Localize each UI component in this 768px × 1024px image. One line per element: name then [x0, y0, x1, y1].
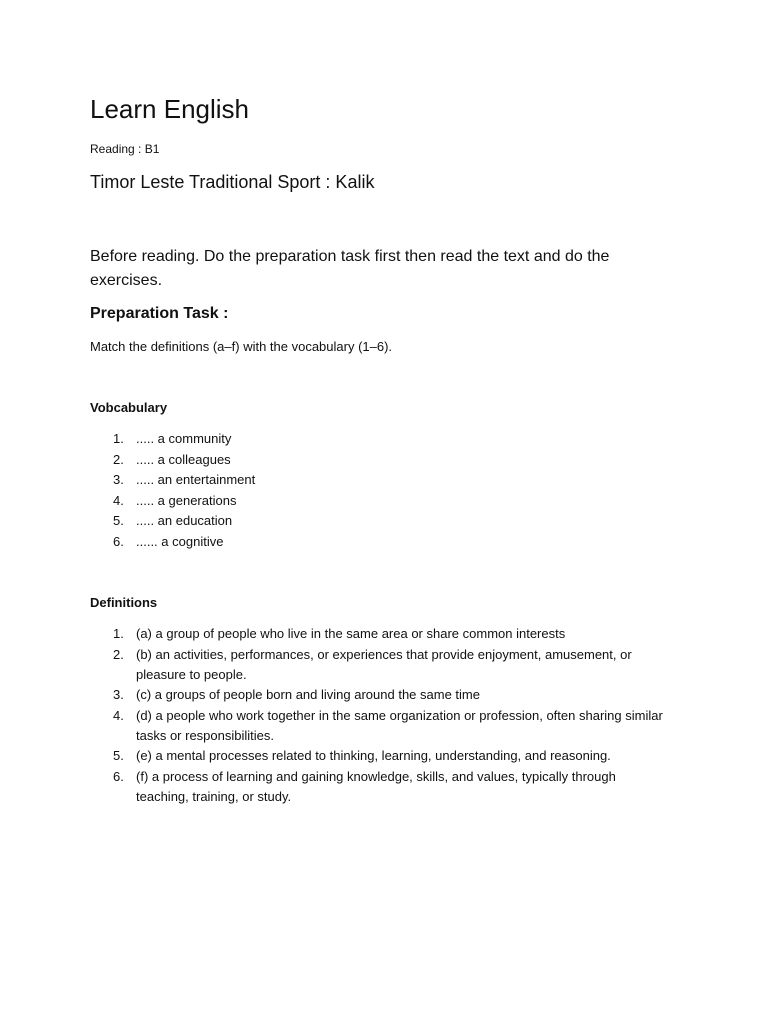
definitions-list	[90, 624, 670, 807]
definition-text: (b) an activities, performances, or experiences that provide enjoyment, amusement, or pleasure to people.	[136, 646, 632, 682]
definition-item	[90, 685, 670, 705]
definition-item	[90, 645, 670, 685]
lesson-subtitle: Timor Leste Traditional Sport : Kalik	[90, 172, 375, 192]
reading-level: Reading : B1	[90, 142, 160, 156]
intro-paragraph: Before reading. Do the preparation task first then read the text and do the exercises.	[90, 248, 610, 289]
list-number: 4.	[113, 707, 124, 723]
page-title: Learn English	[90, 94, 249, 124]
vocabulary-item	[90, 491, 650, 511]
definition-item	[90, 624, 670, 644]
vocabulary-text: ..... an entertainment	[136, 472, 256, 487]
definition-item	[90, 706, 670, 746]
definition-item	[90, 767, 670, 807]
vocabulary-item	[90, 450, 650, 470]
vocabulary-list	[90, 429, 650, 552]
vocabulary-text: ..... a community	[136, 431, 232, 446]
list-number: 2.	[113, 451, 124, 467]
vocabulary-item	[90, 470, 650, 490]
definitions-heading: Definitions	[90, 595, 158, 610]
instruction-text: Match the definitions (a–f) with the vocabulary (1–6).	[90, 339, 393, 354]
definition-text: (e) a mental processes related to thinking, learning, understanding, and reasoning.	[136, 748, 611, 763]
list-number: 5.	[113, 748, 124, 763]
vocabulary-text: ...... a cognitive	[136, 533, 224, 549]
vocabulary-text: ..... a colleagues	[136, 451, 231, 467]
list-number: 1.	[113, 626, 124, 641]
vocabulary-item	[90, 511, 650, 531]
list-number: 4.	[113, 492, 124, 508]
vocabulary-item	[90, 532, 650, 552]
list-number: 6.	[113, 768, 124, 784]
definition-text: (f) a process of learning and gaining knowledge, skills, and values, typically through teaching, training, or study.	[136, 768, 616, 804]
list-number: 3.	[113, 687, 124, 702]
preparation-heading: Preparation Task :	[90, 305, 229, 322]
vocabulary-heading: Vobcabulary	[90, 400, 168, 415]
definition-item	[90, 746, 670, 766]
list-number: 3.	[113, 472, 124, 487]
definition-text: (a) a group of people who live in the same area or share common interests	[136, 626, 566, 641]
list-number: 2.	[113, 646, 124, 662]
list-number: 6.	[113, 533, 124, 549]
vocabulary-text: ..... an education	[136, 513, 233, 528]
list-number: 1.	[113, 431, 124, 446]
definition-text: (c) a groups of people born and living around the same time	[136, 687, 480, 702]
vocabulary-text: ..... a generations	[136, 492, 237, 508]
list-number: 5.	[113, 513, 124, 528]
vocabulary-item	[90, 429, 650, 449]
definition-text: (d) a people who work together in the same organization or profession, often sharing similar tasks or responsibilities.	[136, 707, 663, 743]
